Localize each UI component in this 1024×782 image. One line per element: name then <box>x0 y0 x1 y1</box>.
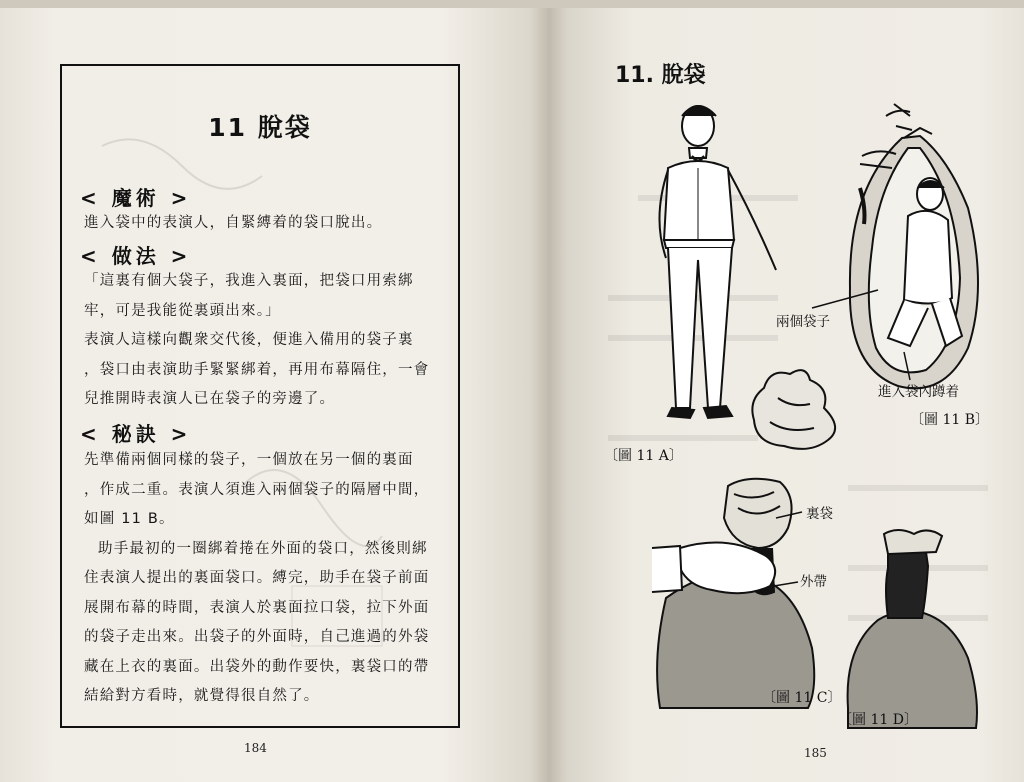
text-line: 結給對方看時，就覺得很自然了。 <box>84 688 320 704</box>
caption-11b: 〔圖 11 B〕 <box>910 412 990 428</box>
text-line: 的袋子走出來。出袋子的外面時，自己進過的外袋 <box>84 629 430 645</box>
figure-11a-man <box>659 106 776 418</box>
text-frame <box>60 64 460 728</box>
figure-11b-bag <box>850 104 978 388</box>
text-line: 牢，可是我能從裏頭出來。」 <box>84 302 281 319</box>
text-line: 如圖 11 B。 <box>84 511 175 527</box>
caption-11c: 〔圖 11 C〕 <box>762 690 842 706</box>
figure-11d-bag <box>848 530 977 728</box>
label-outer-band: 外帶 <box>800 574 827 590</box>
secret-paragraph <box>84 446 448 712</box>
page-number-right: 185 <box>804 746 827 760</box>
section-title: 11 脫袋 <box>208 113 312 142</box>
label-inner-bag: 裏袋 <box>806 506 833 522</box>
label-two-bags: 兩個袋子 <box>776 314 830 330</box>
figure-page-title: 11. 脫袋 <box>615 63 706 88</box>
page-number-left: 184 <box>244 741 267 755</box>
magic-description: 進入袋中的表演人，自緊縛着的袋口脫出。 <box>84 215 383 231</box>
illustration-canvas <box>548 8 1024 782</box>
text-line: 兒推開時表演人已在袋子的旁邊了。 <box>84 391 336 407</box>
text-line: 助手最初的一圈綁着捲在外面的袋口，然後則綁 <box>98 540 428 557</box>
text-line: 先準備兩個同樣的袋子，一個放在另一個的裏面 <box>84 452 414 468</box>
pointer-outer-band <box>774 582 798 586</box>
text-line: 藏在上衣的裏面。出袋外的動作要快，裏袋口的帶 <box>84 658 430 675</box>
method-paragraph <box>84 267 448 415</box>
heading-method: < 做法 > <box>80 244 192 268</box>
heading-secret: < 秘訣 > <box>80 422 192 446</box>
text-line: 「這裏有個大袋子，我進入裏面，把袋口用索綁 <box>84 273 414 289</box>
figure-11a-bag <box>752 370 835 449</box>
caption-11a: 〔圖 11 A〕 <box>604 448 683 464</box>
text-line: 表演人這樣向觀衆交代後，便進入備用的袋子裏 <box>84 332 414 348</box>
text-line: ，袋口由表演助手緊緊綁着，再用布幕隔住，一會 <box>84 361 430 378</box>
text-line: 展開布幕的時間，表演人於裏面拉口袋，拉下外面 <box>84 599 430 616</box>
caption-11d: 〔圖 11 D〕 <box>838 712 918 728</box>
text-line: 住表演人提出的裏面袋口。縛完，助手在袋子前面 <box>84 570 430 586</box>
figure-11c-bag <box>652 479 814 708</box>
label-squat: 進入袋內蹲着 <box>878 384 959 400</box>
right-page <box>548 8 1024 782</box>
text-line: ，作成二重。表演人須進入兩個袋子的隔層中間， <box>84 481 430 498</box>
left-page <box>0 8 552 782</box>
heading-magic: < 魔術 > <box>80 186 192 210</box>
